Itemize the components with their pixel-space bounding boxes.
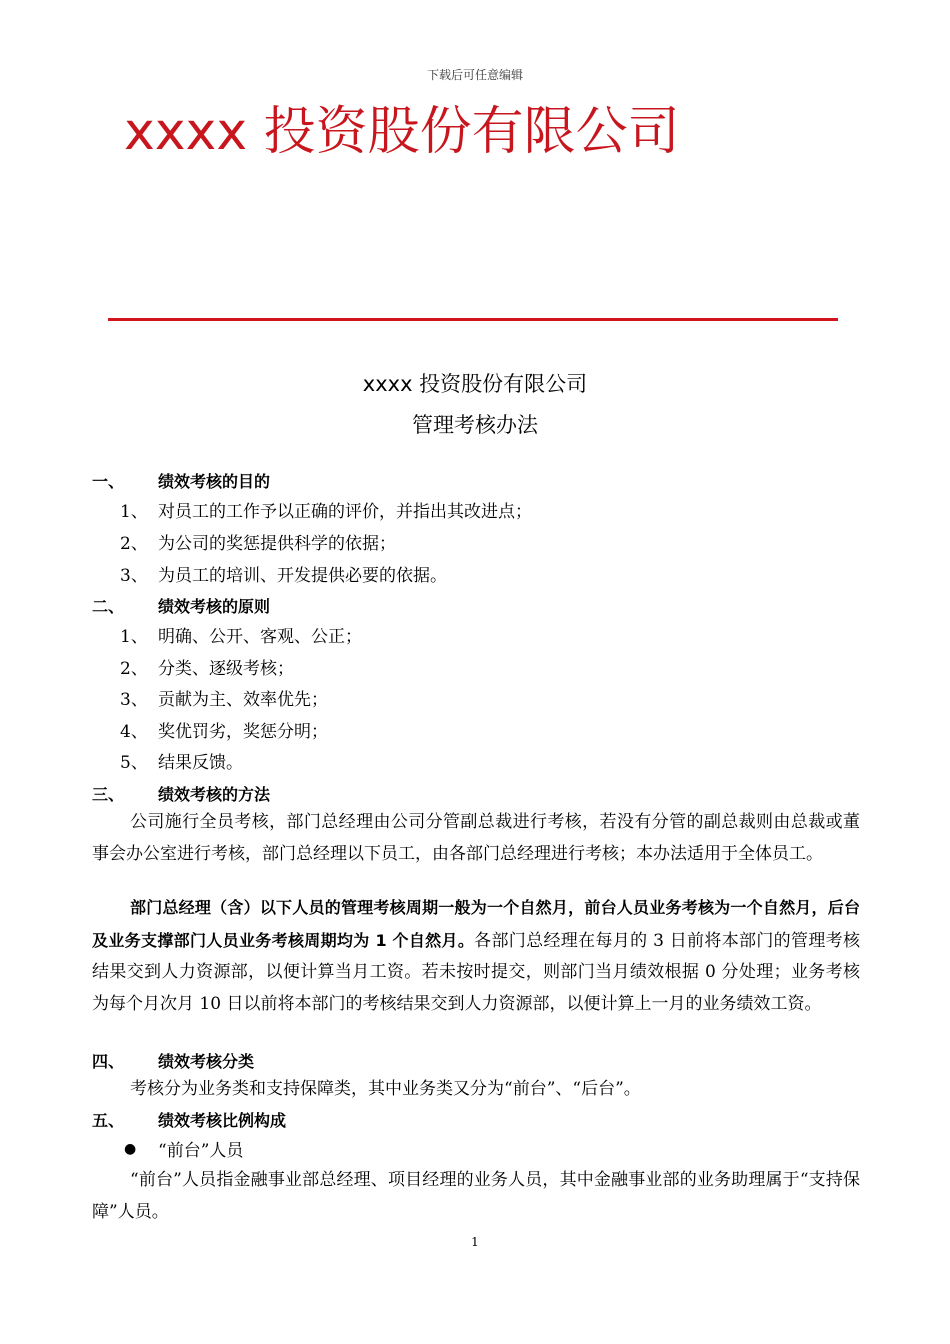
section-title: 绩效考核的目的 <box>158 472 271 491</box>
list-item-text: 明确、公开、客观、公正； <box>158 627 362 647</box>
list-item-number: 2、 <box>120 659 148 679</box>
page-number: 1 <box>471 1235 479 1249</box>
list-item-number: 1、 <box>120 627 148 647</box>
section-number: 四、 <box>92 1052 125 1071</box>
section-title: 绩效考核的方法 <box>158 785 271 804</box>
section-number: 三、 <box>92 785 125 804</box>
bullet-label: “前台”人员 <box>158 1141 244 1161</box>
list-item-text: 奖优罚劣，奖惩分明； <box>158 722 328 742</box>
method-cycle-rest: 各部门总经理在每月的 3 日前将本部门的管理考核结果交到人力资源部，以便计算当月工资。若未按时提交，则部门当月绩效根据 0 分处理；业务考核为每个月次月 10 日以前将本部门的考核结果交到人力资源部，以便计算上一月的业务绩效工资。 <box>92 930 860 1014</box>
category-paragraph: 考核分为业务类和支持保障类，其中业务类又分为“前台”、“后台”。 <box>130 1079 641 1099</box>
section-number: 五、 <box>92 1111 125 1130</box>
section-number: 一、 <box>92 472 125 491</box>
list-item-text: 贡献为主、效率优先； <box>158 690 328 710</box>
list-item-number: 2、 <box>120 534 148 554</box>
section-title: 绩效考核的原则 <box>158 597 271 616</box>
list-item-number: 4、 <box>120 722 148 742</box>
list-item-number: 3、 <box>120 690 148 710</box>
list-item-number: 5、 <box>120 753 148 773</box>
header-note: 下载后可任意编辑 <box>426 68 523 82</box>
section-title: 绩效考核比例构成 <box>158 1111 287 1130</box>
list-item-text: 分类、逐级考核； <box>158 659 294 679</box>
method-paragraph: 公司施行全员考核，部门总经理由公司分管副总裁进行考核，若没有分管的副总裁则由总裁或董事会办公室进行考核，部门总经理以下员工，由各部门总经理进行考核；本办法适用于全体员工。 <box>92 812 860 864</box>
list-item-text: 对员工的工作予以正确的评价，并指出其改进点； <box>158 502 532 522</box>
list-item-text: 为员工的培训、开发提供必要的依据。 <box>158 566 447 586</box>
list-item-number: 3、 <box>120 566 148 586</box>
list-item-text: 结果反馈。 <box>158 753 243 773</box>
doc-title-company: xxxx 投资股份有限公司 <box>362 372 588 396</box>
list-item-number: 1、 <box>120 502 148 522</box>
red-divider <box>108 318 838 321</box>
section-number: 二、 <box>92 597 125 616</box>
section-title: 绩效考核分类 <box>158 1052 255 1071</box>
bullet-dot-icon: ● <box>124 1141 137 1157</box>
list-item-text: 为公司的奖惩提供科学的依据； <box>158 534 396 554</box>
front-staff-paragraph: “前台”人员指金融事业部总经理、项目经理的业务人员，其中金融事业部的业务助理属于“支持保障”人员。 <box>92 1170 860 1222</box>
method-cycle-bold: 部门总经理（含）以下人员的管理考核周期一般为一个自然月，前台人员业务考核为一个自然月，后台及业务支撑部门人员业务考核周期均为 1 个自然月。 <box>92 898 860 950</box>
method-cycle-paragraph <box>92 892 860 1020</box>
doc-title-main: 管理考核办法 <box>412 413 538 437</box>
company-title: xxxx 投资股份有限公司 <box>124 102 680 162</box>
